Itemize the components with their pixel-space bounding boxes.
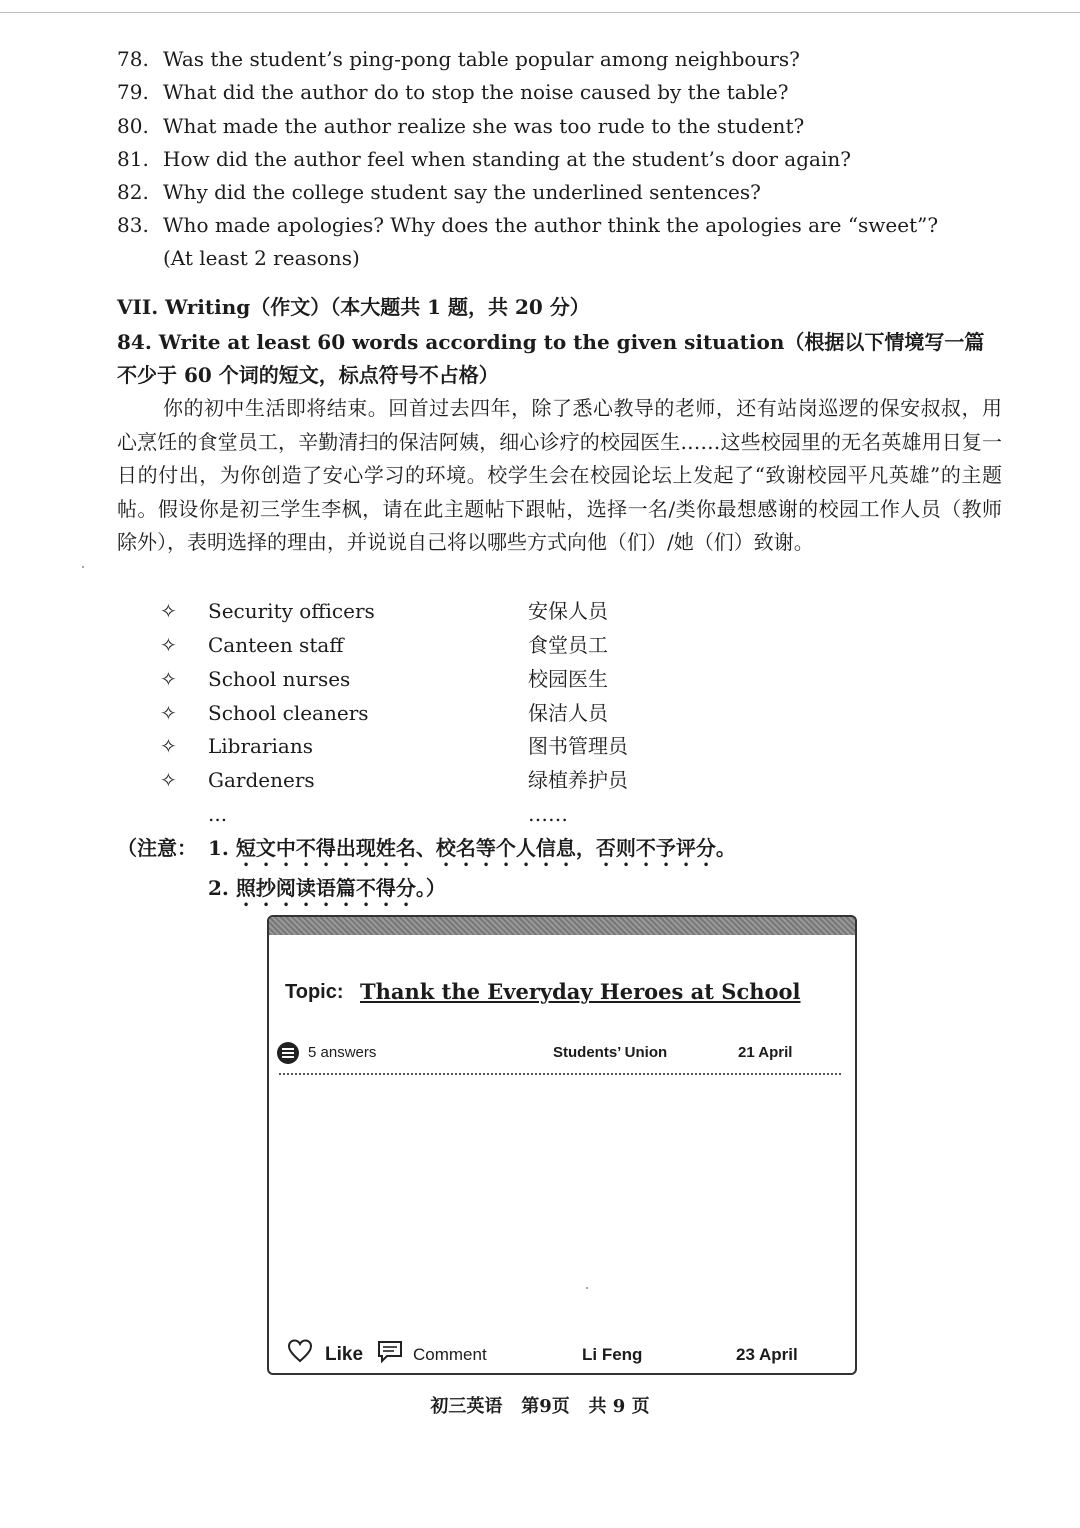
option-cn: 校园医生 — [528, 667, 608, 691]
question-83: 83. Who made apologies? Why does the author think the apologies are “sweet”? — [117, 213, 939, 237]
post-author: Students’ Union — [553, 1044, 668, 1061]
answers-icon — [277, 1042, 299, 1064]
option-cn: 安保人员 — [528, 599, 608, 623]
card-header-bar — [269, 917, 855, 935]
option-cn: 绿植养护员 — [528, 768, 628, 792]
option-cn: 保洁人员 — [528, 701, 608, 725]
sparkle-icon: ✧ — [160, 768, 177, 792]
situation-paragraph: 你的初中生活即将结束。回首过去四年，除了悉心教导的老师，还有站岗巡逻的保安叔叔，用心烹饪的食堂员工，辛勤清扫的保洁阿姨，细心诊疗的校园医生……这些校园里的无名英雄用日复一日的付出，为你创造了安心学习的环境。校学生会在校园论坛上发起了“致谢校园平凡英雄”的主题帖。假设你是初三学生李枫，请在此主题帖下跟帖，选择一名/类你最想感谢的校园工作人员（教师除外），表明选择的理由，并说说自己将以哪些方式向他（们）/她（们）致谢。 — [117, 396, 1002, 555]
forum-post-card — [267, 915, 857, 1375]
sparkle-icon: ✧ — [160, 701, 177, 725]
like-button[interactable]: Like — [325, 1344, 364, 1365]
note-2: 2. 照抄阅读语篇不得分。） — [208, 876, 446, 900]
question-83-continuation: (At least 2 reasons) — [163, 246, 360, 270]
option-more-en: ... — [208, 802, 228, 826]
task-title: 84. Write at least 60 words according to the given situation（根据以下情境写一篇不少于 60 个词的短文，标点符号不占格） — [117, 330, 985, 387]
reply-area[interactable] — [279, 1082, 841, 1332]
scan-speck — [586, 1287, 588, 1289]
page-footer: 初三英语 第9页 共 9 页 — [430, 1396, 650, 1417]
sparkle-icon: ✧ — [160, 633, 177, 657]
question-81: 81. How did the author feel when standing at the student’s door again? — [117, 147, 851, 171]
option-more-cn: …… — [528, 802, 568, 826]
note-prefix: （注意： — [117, 836, 197, 860]
reply-date: 23 April — [736, 1345, 798, 1364]
option-item: ✧ Gardeners — [160, 768, 315, 792]
question-78: 78. Was the student’s ping-pong table popular among neighbours? — [117, 47, 800, 71]
section-title: VII. Writing（作文）（本大题共 1 题，共 20 分） — [117, 295, 590, 319]
answers-count[interactable]: 5 answers — [308, 1044, 377, 1061]
option-item: ✧ Canteen staff — [160, 633, 344, 657]
divider — [279, 1073, 841, 1075]
option-cn: 食堂员工 — [528, 633, 608, 657]
question-82: 82. Why did the college student say the underlined sentences? — [117, 180, 761, 204]
scan-speck — [82, 566, 84, 568]
comment-button[interactable]: Comment — [413, 1345, 487, 1364]
top-rule — [0, 12, 1080, 13]
option-item: ✧ School cleaners — [160, 701, 369, 725]
option-item: ✧ Security officers — [160, 599, 375, 623]
option-item: ✧ School nurses — [160, 667, 351, 691]
option-cn: 图书管理员 — [528, 734, 628, 758]
question-79: 79. What did the author do to stop the noise caused by the table? — [117, 80, 789, 104]
sparkle-icon: ✧ — [160, 734, 177, 758]
question-80: 80. What made the author realize she was too rude to the student? — [117, 114, 805, 138]
note-1: 1. 短文中不得出现姓名、校名等个人信息，否则不予评分。 — [208, 836, 736, 860]
reply-author: Li Feng — [582, 1345, 643, 1364]
post-date: 21 April — [738, 1044, 793, 1061]
option-item: ✧ Librarians — [160, 734, 313, 758]
topic-title[interactable]: Thank the Everyday Heroes at School — [360, 979, 801, 1004]
sparkle-icon: ✧ — [160, 599, 177, 623]
heart-icon[interactable] — [287, 1339, 313, 1363]
sparkle-icon: ✧ — [160, 667, 177, 691]
comment-icon[interactable] — [377, 1340, 403, 1364]
topic-label: Topic: — [285, 981, 344, 1003]
